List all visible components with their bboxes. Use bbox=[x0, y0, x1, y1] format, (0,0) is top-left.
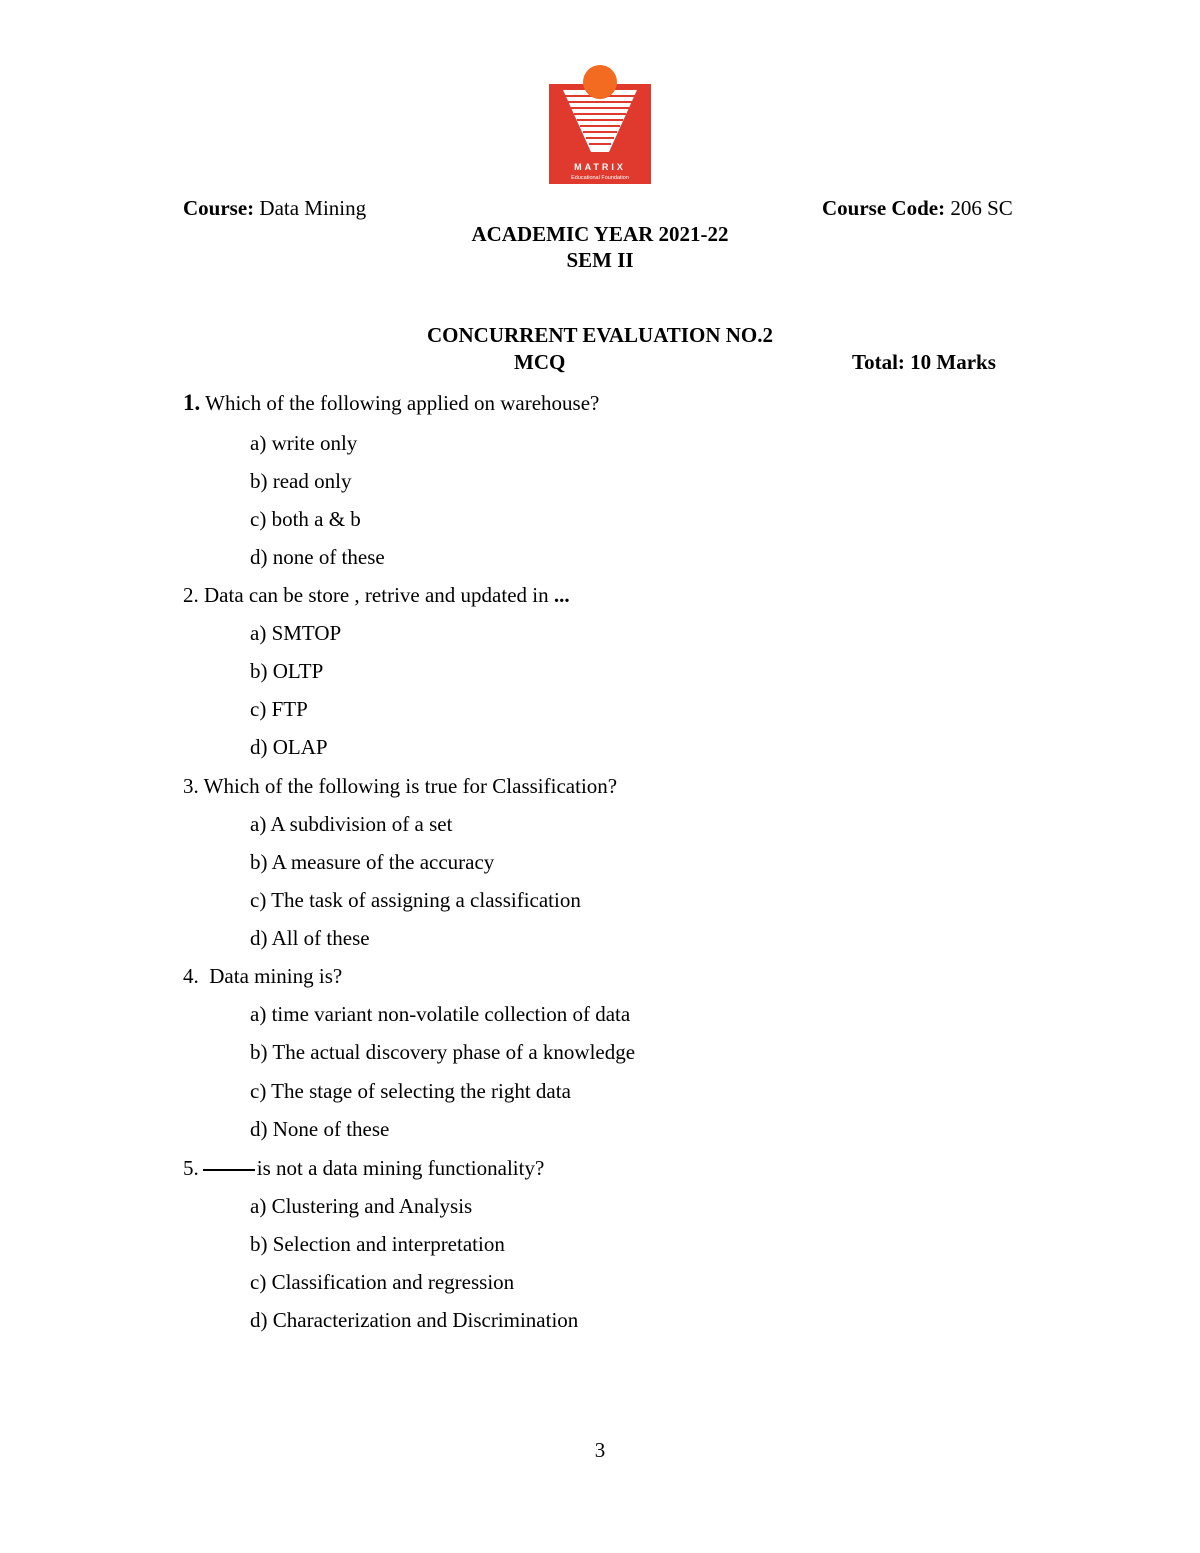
option-4b: b) The actual discovery phase of a knowledge bbox=[250, 1040, 636, 1064]
matrix-logo bbox=[549, 64, 651, 184]
evaluation-title: CONCURRENT EVALUATION NO.2 bbox=[427, 323, 773, 347]
option-1c: c) both a & b bbox=[250, 507, 361, 531]
total-marks: Total: 10 Marks bbox=[852, 350, 996, 374]
option-3d: d) All of these bbox=[250, 926, 370, 950]
option-3a: a) A subdivision of a set bbox=[250, 812, 453, 836]
question-number: 3. bbox=[183, 774, 199, 798]
course-value: Data Mining bbox=[254, 196, 367, 220]
option-5c: c) Classification and regression bbox=[250, 1270, 515, 1294]
question-3 bbox=[183, 774, 617, 799]
option-5a: a) Clustering and Analysis bbox=[250, 1194, 473, 1218]
option-5b: b) Selection and interpretation bbox=[250, 1232, 505, 1256]
question-text: Which of the following is true for Classification? bbox=[198, 774, 618, 798]
option-2b: b) OLTP bbox=[250, 659, 324, 683]
question-2 bbox=[183, 583, 570, 608]
question-number: 5. bbox=[183, 1156, 199, 1180]
question-text: Which of the following applied on warehouse? bbox=[200, 391, 600, 415]
course-label: Course: bbox=[183, 196, 255, 220]
question-text: Data mining is? bbox=[198, 964, 343, 988]
question-text: Data can be store , retrive and updated in bbox=[198, 583, 554, 607]
option-4c: c) The stage of selecting the right data bbox=[250, 1079, 571, 1103]
option-2d: d) OLAP bbox=[250, 735, 328, 759]
course-code-field bbox=[822, 196, 1013, 221]
option-2a: a) SMTOP bbox=[250, 621, 342, 645]
svg-text:MATRIX: MATRIX bbox=[574, 162, 626, 172]
option-3c: c) The task of assigning a classification bbox=[250, 888, 581, 912]
blank-line bbox=[203, 1169, 255, 1171]
option-2c: c) FTP bbox=[250, 697, 308, 721]
academic-year: ACADEMIC YEAR 2021-22 bbox=[471, 222, 729, 246]
option-1b: b) read only bbox=[250, 469, 352, 493]
question-5 bbox=[183, 1156, 544, 1181]
course-field bbox=[183, 196, 366, 221]
option-1d: d) none of these bbox=[250, 545, 385, 569]
option-1a: a) write only bbox=[250, 431, 358, 455]
semester: SEM II bbox=[566, 248, 634, 272]
option-3b: b) A measure of the accuracy bbox=[250, 850, 495, 874]
option-5d: d) Characterization and Discrimination bbox=[250, 1308, 579, 1332]
option-4d: d) None of these bbox=[250, 1117, 390, 1141]
question-text: is not a data mining functionality? bbox=[256, 1156, 545, 1180]
svg-text:Educational Foundation: Educational Foundation bbox=[571, 175, 629, 181]
course-code-value: 206 SC bbox=[945, 196, 1013, 220]
mcq-label: MCQ bbox=[514, 350, 566, 374]
option-4a: a) time variant non-volatile collection of data bbox=[250, 1002, 631, 1026]
course-code-label: Course Code: bbox=[822, 196, 946, 220]
question-number: 2. bbox=[183, 583, 199, 607]
question-number: 1. bbox=[183, 390, 201, 415]
page-number: 3 bbox=[594, 1438, 606, 1462]
question-1 bbox=[183, 390, 599, 416]
question-number: 4. bbox=[183, 964, 199, 988]
question-4 bbox=[183, 964, 342, 989]
question-suffix: ... bbox=[553, 583, 570, 607]
